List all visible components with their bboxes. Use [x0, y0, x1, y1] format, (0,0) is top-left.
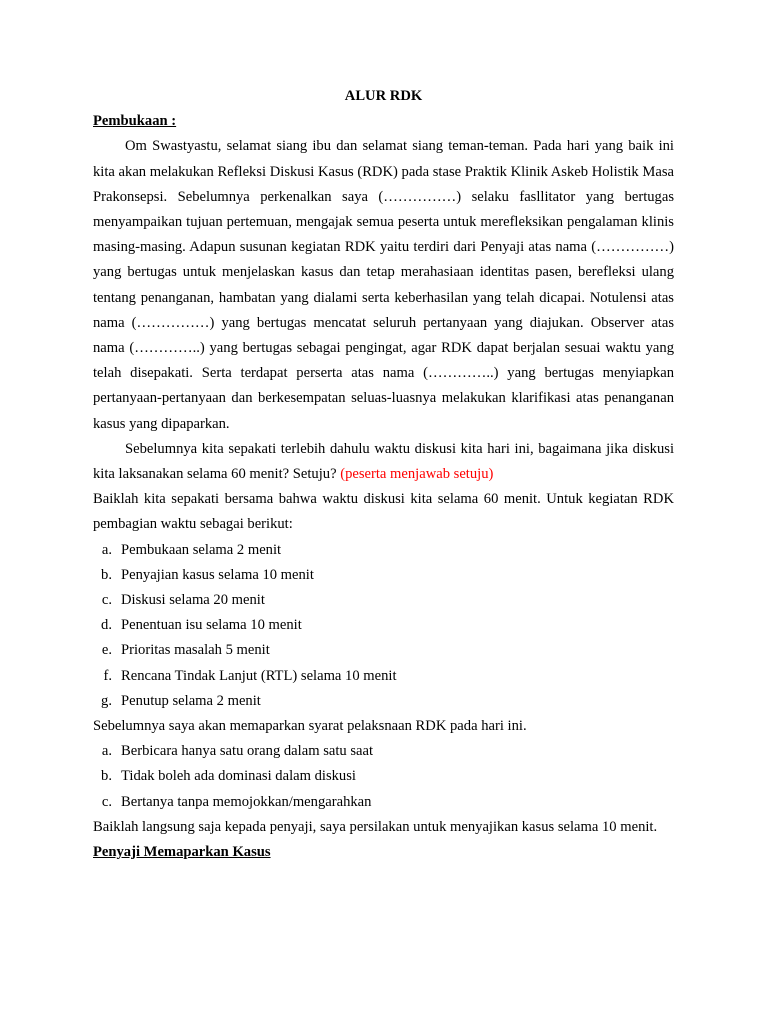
schedule-list — [93, 538, 674, 714]
list-item-text: Pembukaan selama 2 menit — [121, 541, 282, 558]
list-marker: a. — [101, 743, 112, 760]
list-item-text: Bertanya tanpa memojokkan/mengarahkan — [121, 793, 372, 810]
paragraph-opening: Om Swastyastu, selamat siang ibu dan selamat siang teman-teman. Pada hari yang baik ini kita akan melakukan Refleksi Diskusi Kasus (RDK) pada stase Praktik Klinik Askeb Holistik Masa Prakonsepsi. Sebelumnya perkenalkan saya (……………) selaku fasllitator yang bertugas menyampaikan tujuan pertemuan, mengajak semua peserta untuk merefleksikan pengalaman klinis masing-masing. Adapun susunan kegiatan RDK yaitu terdiri dari Penyaji atas nama (……………) yang bertugas untuk menjelaskan kasus dan tetap merahasiaan identitas pasen, berefleksi ulang tentang penanganan, hambatan yang dialami serta keberhasilan yang telah dicapai. Notulensi atas nama (……………) yang bertugas mencatat seluruh pertanyaan yang diajukan. Observer atas nama (…………..) yang bertugas sebagai pengingat, agar RDK dapat berjalan sesuai waktu yang telah disepakati. Serta terdapat perserta atas nama (…………..) yang bertugas menyiapkan pertanyaan-pertanyaan dan berkesempatan seluas-luasnya melakukan klarifikasi atas penanganan kasus yang dipaparkan. — [93, 138, 674, 432]
list-item — [93, 664, 674, 689]
list-item-text: Penyajian kasus selama 10 menit — [121, 566, 314, 583]
rules-list — [93, 739, 674, 815]
list-item — [93, 739, 674, 764]
list-item-text: Berbicara hanya satu orang dalam satu saat — [121, 743, 374, 760]
paragraph-closing-intro: Baiklah langsung saja kepada penyaji, saya persilakan untuk menyajikan kasus selama 10 menit. — [93, 818, 658, 835]
document-body — [93, 84, 674, 865]
list-item-text: Tidak boleh ada dominasi dalam diskusi — [121, 768, 356, 785]
section-heading-presenter: Penyaji Memaparkan Kasus — [93, 844, 271, 861]
list-item — [93, 613, 674, 638]
list-item — [93, 689, 674, 714]
list-item-text: Rencana Tindak Lanjut (RTL) selama 10 menit — [121, 667, 397, 684]
list-item — [93, 764, 674, 789]
list-item-text: Penentuan isu selama 10 menit — [121, 617, 302, 634]
section-heading-opening: Pembukaan : — [93, 113, 177, 130]
list-marker: f. — [103, 667, 112, 684]
list-item — [93, 790, 674, 815]
list-item-text: Diskusi selama 20 menit — [121, 592, 265, 609]
list-marker: c. — [101, 592, 112, 609]
paragraph-time-agreement — [93, 437, 674, 487]
list-item — [93, 588, 674, 613]
list-marker: e. — [101, 642, 112, 659]
participant-response-note: (peserta menjawab setuju) — [340, 466, 494, 483]
list-marker: b. — [101, 566, 112, 583]
list-marker: a. — [101, 541, 112, 558]
list-item-text: Penutup selama 2 menit — [121, 692, 261, 709]
paragraph-time-agreement-text: Sebelumnya kita sepakati terlebih dahulu waktu diskusi kita hari ini, bagaimana jika diskusi kita laksanakan selama 60 menit? Setuju? — [93, 440, 674, 483]
list-item-text: Prioritas masalah 5 menit — [121, 642, 270, 659]
list-item — [93, 638, 674, 663]
paragraph-rules-intro: Sebelumnya saya akan memaparkan syarat pelaksnaan RDK pada hari ini. — [93, 718, 527, 735]
list-item — [93, 538, 674, 563]
list-marker: b. — [101, 768, 112, 785]
list-item — [93, 563, 674, 588]
list-marker: d. — [101, 617, 112, 634]
paragraph-schedule-intro: Baiklah kita sepakati bersama bahwa waktu diskusi kita selama 60 menit. Untuk kegiatan RDK pembagian waktu sebagai berikut: — [93, 491, 674, 533]
list-marker: c. — [101, 793, 112, 810]
list-marker: g. — [101, 692, 112, 709]
document-title: ALUR RDK — [344, 88, 423, 104]
